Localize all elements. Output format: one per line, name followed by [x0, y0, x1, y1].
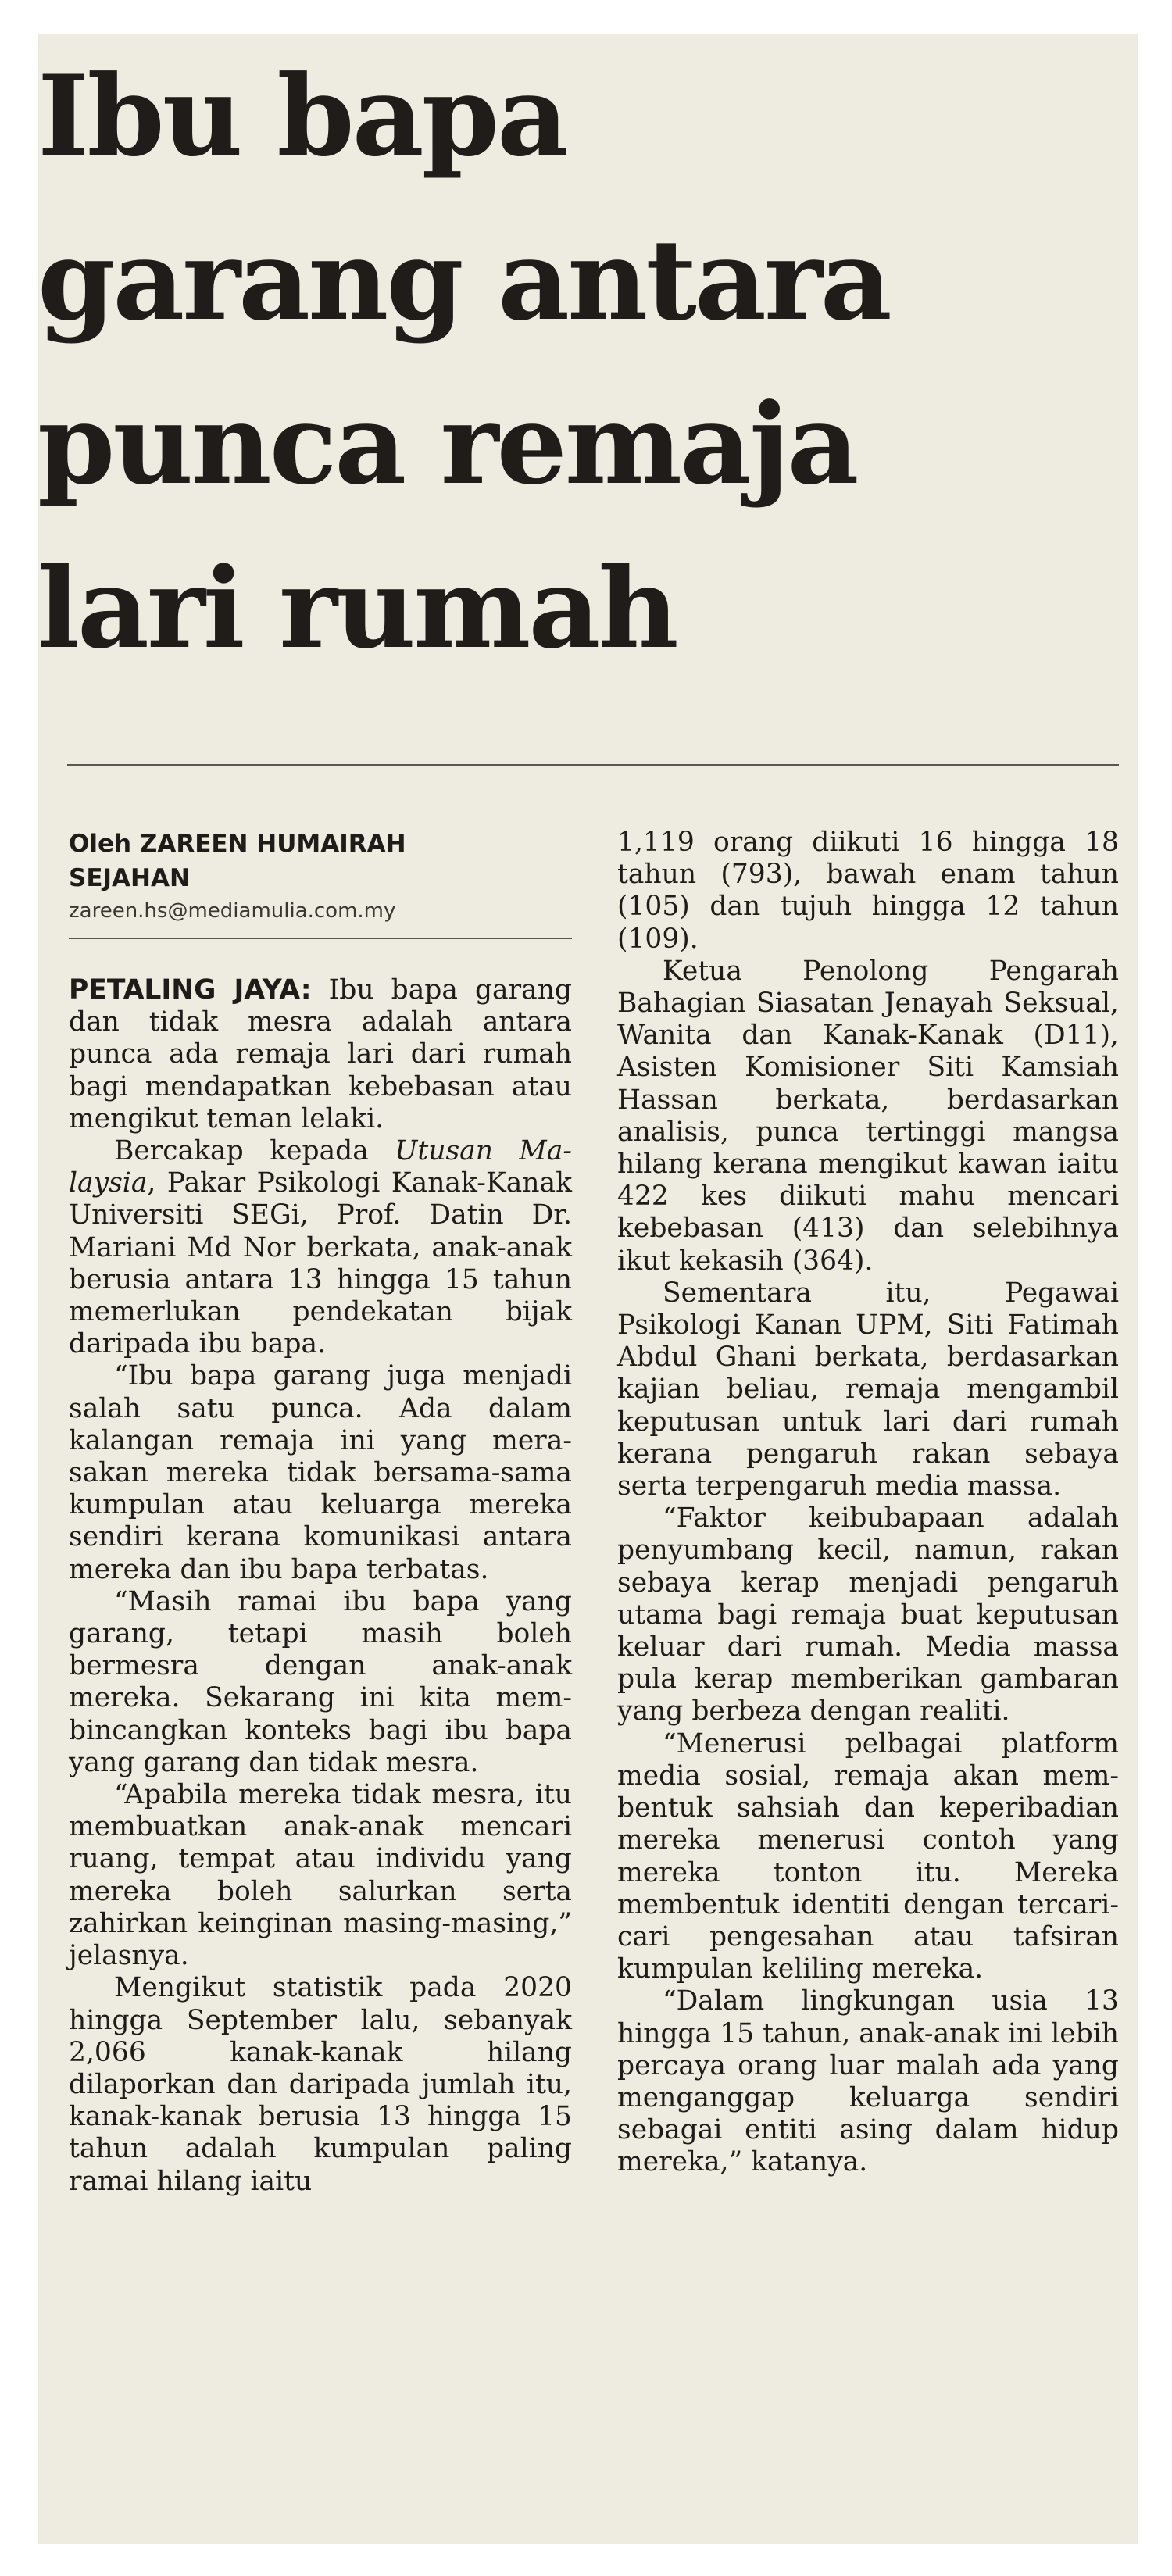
paragraph: [69, 974, 572, 1135]
publication-name: Utusan Malaysia: [69, 1135, 572, 1199]
paragraph: Mengikut statistik pada 2020 hingga September lalu, sebanyak 2,066 kanak-kanak hilang dilaporkan dan daripada jumlah itu, kanak-kanak berusia 13 hingga 15 tahun adalah kumpulan paling ramai hilang iaitu: [69, 1972, 572, 2197]
paragraph: “Apabila mereka tidak mesra, itu membuatkan anak-anak mencari ruang, tempat atau individu yang mereka boleh salurkan serta zahirkan keinginan masing-masing,” jelasnya.: [69, 1779, 572, 1972]
headline-line: punca remaja: [38, 380, 857, 509]
byline-divider: [69, 938, 572, 939]
paragraph: “Faktor keibubapaan adalah penyumbang kecil, namun, rakan sebaya kerap menjadi pengaruh utama bagi remaja buat keputusan keluar dari rumah. Media massa pula kerap memberikan gambaran yang berbeza dengan realiti.: [617, 1502, 1119, 1727]
paragraph: Sementara itu, Pegawai Psikologi Kanan UPM, Siti Fatimah Abdul Ghani berkata, berdasarkan kajian beliau, remaja mengambil keputusan untuk lari dari rumah kerana pengaruh rakan sebaya serta terpengaruh media massa.: [617, 1277, 1119, 1502]
paragraph-text: Ibu bapa garang dan tidak mesra adalah antara punca ada remaja lari dari rumah bagi mendapatkan kebebasan atau mengikut teman lelaki.: [69, 974, 572, 1134]
paragraph: [69, 1135, 572, 1360]
article-column-left: [69, 974, 572, 2198]
paragraph: “Dalam lingkungan usia 13 hingga 15 tahun, anak-anak ini lebih percaya orang luar malah ada yang menganggap keluarga sendiri sebagai entiti asing dalam hidup mereka,” katanya.: [617, 1985, 1119, 2178]
paragraph: 1,119 orang diikuti 16 hingga 18 tahun (793), bawah enam tahun (105) dan tujuh hingga 12 tahun (109).: [617, 827, 1119, 955]
headline-line: Ibu bapa: [38, 52, 566, 181]
byline-author: Oleh ZAREEN HUMAIRAH: [69, 830, 406, 858]
byline-email: zareen.hs@mediamulia.com.my: [69, 899, 396, 923]
paragraph: “Ibu bapa garang juga menjadi salah satu punca. Ada dalam kalangan remaja ini yang merasakan mereka tidak bersama-sama kumpulan atau keluarga mereka sendiri kerana komunikasi antara mereka dan ibu bapa terbatas.: [69, 1360, 572, 1585]
headline-line: garang antara: [38, 216, 890, 345]
paragraph-text: , Pakar Psikologi Kanak-Kanak Universiti SEGi, Prof. Datin Dr. Mariani Md Nor berkata, anak-anak berusia antara 13 hingga 15 tahun memerlukan pendekatan bijak daripada ibu bapa.: [69, 1167, 572, 1360]
headline-line: lari rumah: [38, 544, 677, 673]
byline-author-surname: SEJAHAN: [69, 864, 190, 892]
article-column-right: [617, 827, 1119, 2179]
paragraph-text: Bercakap kepada: [114, 1135, 395, 1167]
paragraph: Ketua Penolong Pengarah Bahagian Siasatan Jenayah Seksual, Wanita dan Kanak-Kanak (D11), Asisten Komisioner Siti Kamsiah Hassan berkata, berdasarkan analisis, punca tertinggi mangsa hilang kerana mengikut kawan iaitu 422 kes diikuti mahu mencari kebebasan (413) dan selebihnya ikut kekasih (364).: [617, 955, 1119, 1277]
headline-divider: [67, 764, 1119, 766]
byline: [69, 827, 569, 927]
headline: [38, 34, 1116, 691]
paragraph: “Masih ramai ibu bapa yang garang, tetapi masih boleh bermesra dengan anak-anak mereka. Sekarang ini kita membincangkan konteks bagi ibu bapa yang garang dan tidak mesra.: [69, 1585, 572, 1778]
paragraph: “Menerusi pelbagai platform media sosial, remaja akan membentuk sahsiah dan keperibadian mereka menerusi contoh yang mereka tonton itu. Mereka membentuk identiti dengan tercari-cari pengesahan atau tafsiran kumpulan keliling mereka.: [617, 1727, 1119, 1985]
dateline: PETALING JAYA:: [69, 974, 312, 1006]
